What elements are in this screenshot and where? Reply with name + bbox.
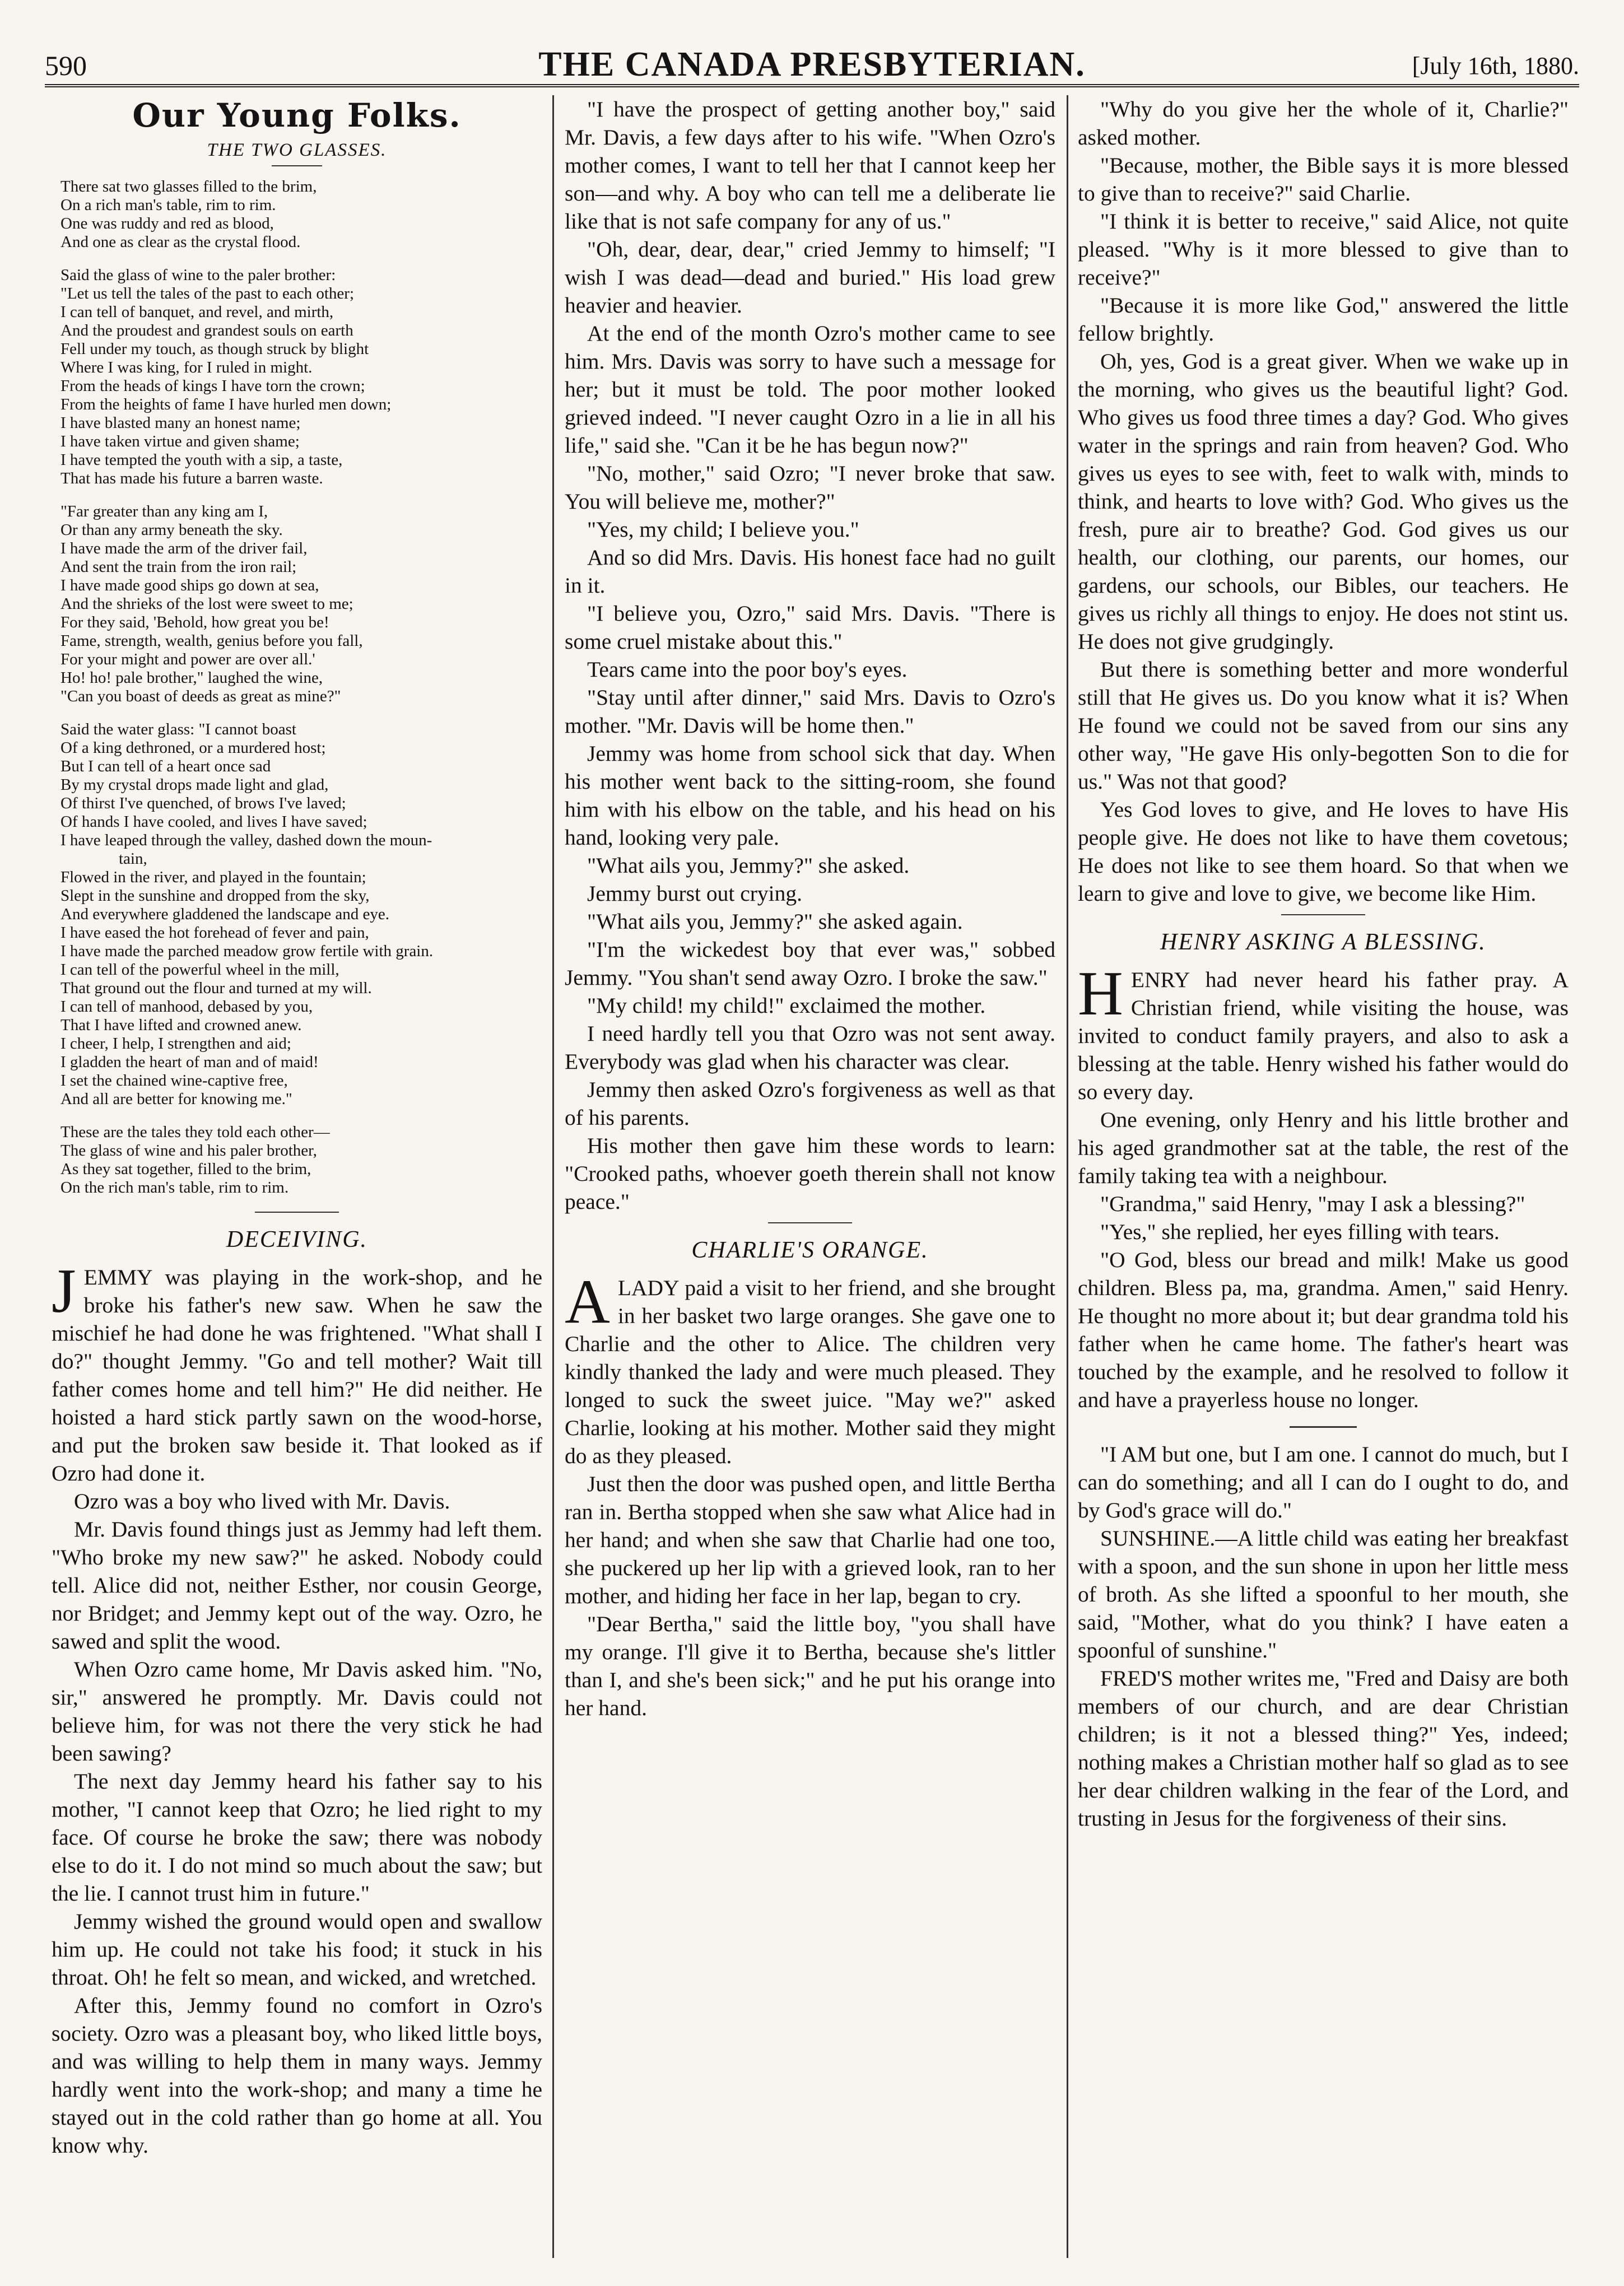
poem-line: I gladden the heart of man and of maid! xyxy=(61,1053,319,1071)
article-paragraph: "Dear Bertha," said the little boy, "you shall have my orange. I'll give it to Bertha, because she's littler than I, and she's been sick;" and he put his orange into her hand. xyxy=(565,1612,1055,1720)
column-rule xyxy=(1067,95,1068,2258)
poem-line: By my crystal drops made light and glad, xyxy=(61,776,329,794)
article-paragraph: "What ails you, Jemmy?" she asked. xyxy=(587,853,910,878)
poem-line: I have made the arm of the driver fail, xyxy=(61,539,308,557)
drop-cap: A xyxy=(565,1267,610,1337)
drop-cap: J xyxy=(52,1256,76,1326)
page-number: 590 xyxy=(45,50,87,81)
column-rule xyxy=(552,95,554,2258)
article-paragraph: "Why do you give her the whole of it, Charlie?" asked mother. xyxy=(1078,97,1569,150)
poem-line: I have blasted many an honest name; xyxy=(61,414,301,432)
article-paragraph: "O God, bless our bread and milk! Make us good children. Bless pa, ma, grandma. Amen," said Henry. He thought no more about it; but dear grandma told his father when he came home. The father's heart was touched by the example, and he resolved to follow it and have a prayerless house no longer. xyxy=(1078,1247,1569,1412)
poem-stanza xyxy=(52,720,542,1109)
poem-line: From the heads of kings I have torn the crown; xyxy=(61,377,365,395)
poem-line: These are the tales they told each other— xyxy=(61,1123,330,1141)
article-paragraph: Tears came into the poor boy's eyes. xyxy=(587,657,908,682)
article-paragraph: Jemmy burst out crying. xyxy=(587,881,802,906)
poem-line: On the rich man's table, rim to rim. xyxy=(61,1179,289,1196)
article-paragraph: "My child! my child!" exclaimed the mother. xyxy=(587,993,986,1018)
divider xyxy=(768,1222,852,1223)
poem-line: I set the chained wine-captive free, xyxy=(61,1072,288,1090)
poem-line: Said the water glass: "I cannot boast xyxy=(61,720,296,738)
poem-line: I can tell of the powerful wheel in the mill, xyxy=(61,961,339,979)
poem-line: That ground out the flour and turned at my will. xyxy=(61,979,372,997)
poem-line: Of a king dethroned, or a murdered host; xyxy=(61,739,326,757)
section-title: Our Young Folks. xyxy=(132,96,462,134)
masthead xyxy=(45,39,1579,90)
column-3 xyxy=(1078,95,1569,2258)
article-paragraph: When Ozro came home, Mr Davis asked him. "No, sir," answered he promptly. Mr. Davis could not believe him, for was not there the very stick he had been sawing? xyxy=(52,1657,542,1766)
poem-line: Ho! ho! pale brother," laughed the wine, xyxy=(61,669,323,687)
article-paragraph: "I believe you, Ozro," said Mrs. Davis. "There is some cruel mistake about this." xyxy=(565,601,1055,654)
article-paragraph: But there is something better and more wonderful still that He gives us. Do you know what it is? When He found we could not be saved from our sins any other way, "He gave His only-begotten Son to die for us." Was not that good? xyxy=(1078,657,1569,794)
article-paragraph: "I AM but one, but I am one. I cannot do much, but I can do something; and all I can do I ought to do, and by God's grace will do." xyxy=(1078,1442,1569,1523)
article-paragraph: "Yes, my child; I believe you." xyxy=(587,517,859,542)
poem-line: That I have lifted and crowned anew. xyxy=(61,1016,302,1034)
article-paragraph: "What ails you, Jemmy?" she asked again. xyxy=(587,909,963,934)
article-paragraph: "I have the prospect of getting another boy," said Mr. Davis, a few days after to his wife. "When Ozro's mother comes, I want to tell her that I cannot keep her son—and why. A boy who can tell me a deliberate lie like that is not safe company for any of us." xyxy=(565,97,1055,234)
article-paragraph: Ozro was a boy who lived with Mr. Davis. xyxy=(74,1489,450,1514)
article-paragraph: I need hardly tell you that Ozro was not sent away. Everybody was glad when his character was clear. xyxy=(565,1021,1055,1074)
article-title: HENRY ASKING A BLESSING. xyxy=(1160,929,1486,955)
column-2 xyxy=(565,95,1055,2258)
poem-stanza xyxy=(52,178,542,252)
article-paragraph: "Because it is more like God," answered the little fellow brightly. xyxy=(1078,293,1569,346)
article-paragraph: "I'm the wickedest boy that ever was," sobbed Jemmy. "You shan't send away Ozro. I broke the saw." xyxy=(565,937,1055,990)
poem-line: Where I was king, for I ruled in might. xyxy=(61,359,313,376)
newspaper-title: THE CANADA PRESBYTERIAN. xyxy=(538,45,1086,83)
poem-line: I have leaped through the valley, dashed down the moun- xyxy=(61,831,432,849)
divider xyxy=(1281,914,1365,915)
poem-line: I can tell of banquet, and revel, and mirth, xyxy=(61,303,334,321)
article-paragraph xyxy=(1078,959,1569,1106)
article-paragraph: "Grandma," said Henry, "may I ask a blessing?" xyxy=(1100,1191,1525,1216)
article-paragraph: Jemmy wished the ground would open and swallow him up. He could not take his food; it stuck in his throat. Oh! he felt so mean, and wicked, and wretched. xyxy=(52,1909,542,1990)
poem-line: Or than any army beneath the sky. xyxy=(61,521,283,539)
article-paragraph: And so did Mrs. Davis. His honest face had no guilt in it. xyxy=(565,545,1055,598)
poem-line: But I can tell of a heart once sad xyxy=(61,757,271,775)
article-paragraph: Oh, yes, God is a great giver. When we wake up in the morning, who gives us the beautiful light? God. Who gives us food three times a day? God. Who gives water in the springs and rain from heaven? God. Who gives us eyes to see with, feet to walk with, minds to think, and hearts to love with? God. Who gives us the fresh, pure air to breathe? God. God gives us our health, our clothing, our parents, our homes, our gardens, our schools, our Bibles, our teachers. He gives us richly all things to enjoy. He does not stint us. He does not give grudgingly. xyxy=(1078,349,1569,654)
article-paragraph: "Yes," she replied, her eyes filling with tears. xyxy=(1100,1219,1500,1244)
poem-line: I can tell of manhood, debased by you, xyxy=(61,998,313,1016)
article-paragraph: Mr. Davis found things just as Jemmy had left them. "Who broke my new saw?" he asked. Nobody could tell. Alice did not, neither Esther, nor cousin George, nor Bridget; and Jemmy kept out of the way. Ozro, he sawed and split the wood. xyxy=(52,1517,542,1654)
article-paragraph xyxy=(565,1267,1055,1470)
poem-stanza xyxy=(52,266,542,488)
poem-line: One was ruddy and red as blood, xyxy=(61,215,274,232)
article-paragraph: The next day Jemmy heard his father say to his mother, "I cannot keep that Ozro; he lied right to my face. Of course he broke the saw; there was nobody else to do it. I do not mind so much about the saw; but the lie. I cannot trust him in future." xyxy=(52,1769,542,1906)
poem-stanza xyxy=(52,1123,542,1197)
article-paragraph: After this, Jemmy found no comfort in Ozro's society. Ozro was a pleasant boy, who liked little boys, and was willing to help them in many ways. Jemmy hardly went into the work-shop; and many a time he stayed out in the cold rather than go home at all. You know why. xyxy=(52,1993,542,2158)
divider xyxy=(255,1212,339,1213)
poem-title: THE TWO GLASSES. xyxy=(207,140,387,160)
article-paragraph: SUNSHINE.—A little child was eating her breakfast with a spoon, and the sun shone in upon her little mess of broth. As she lifted a spoonful to her mouth, she said, "Mother, what do you think? I have eaten a spoonful of sunshine." xyxy=(1078,1526,1569,1663)
article-paragraph: At the end of the month Ozro's mother came to see him. Mrs. Davis was sorry to have such a message for her; but it must be told. The poor mother looked grieved indeed. "I never caught Ozro in a lie in all his life," said she. "Can it be he has begun now?" xyxy=(565,321,1055,458)
divider xyxy=(272,165,322,166)
article-paragraph: Just then the door was pushed open, and little Bertha ran in. Bertha stopped when she saw what Alice had in her hand; and when she saw that Charlie had one too, she puckered up her lip with a grieved look, ran to her mother, and hiding her face in her lap, began to cry. xyxy=(565,1472,1055,1608)
poem-line: "Far greater than any king am I, xyxy=(61,502,268,520)
poem-line: Flowed in the river, and played in the fountain; xyxy=(61,868,366,886)
article-paragraph: One evening, only Henry and his little brother and his aged grandmother sat at the table, the rest of the family taking tea with a neighbour. xyxy=(1078,1107,1569,1188)
poem-line: On a rich man's table, rim to rim. xyxy=(61,196,276,214)
poem-line: And the proudest and grandest souls on earth xyxy=(61,322,353,339)
poem-line: tain, xyxy=(119,850,147,868)
poem-line: I cheer, I help, I strengthen and aid; xyxy=(61,1035,291,1053)
poem-line: For your might and power are over all.' xyxy=(61,650,315,668)
article-title: DECEIVING. xyxy=(226,1227,368,1253)
poem xyxy=(52,178,542,1197)
poem-line: And all are better for knowing me." xyxy=(61,1090,292,1108)
poem-line: I have made good ships go down at sea, xyxy=(61,576,319,594)
paragraph-text: LADY paid a visit to her friend, and she brought in her basket two large oranges. She gave one to Charlie and the other to Alice. The children very kindly thanked the lady and were much pleased. They longed to suck the sweet juice. "May we?" asked Charlie, looking at his mother. Mother said they might do as they pleased. xyxy=(565,1275,1055,1468)
poem-line: Fell under my touch, as though struck by blight xyxy=(61,340,369,358)
poem-line: And everywhere gladdened the landscape and eye. xyxy=(61,905,389,923)
article-paragraph: His mother then gave him these words to learn: "Crooked paths, whoever goeth therein shall not know peace." xyxy=(565,1133,1055,1214)
poem-line: I have eased the hot forehead of fever and pain, xyxy=(61,924,369,942)
masthead-rule xyxy=(45,84,1579,87)
poem-line: "Can you boast of deeds as great as mine?" xyxy=(61,687,341,705)
poem-line: For they said, 'Behold, how great you be! xyxy=(61,613,329,631)
article-paragraph: Jemmy then asked Ozro's forgiveness as well as that of his parents. xyxy=(565,1077,1055,1130)
article-paragraph: "I think it is better to receive," said Alice, not quite pleased. "Why is it more blessed to give than to receive?" xyxy=(1078,209,1569,290)
divider xyxy=(1290,1426,1357,1428)
poem-line: As they sat together, filled to the brim, xyxy=(61,1160,311,1178)
poem-line: Of thirst I've quenched, of brows I've laved; xyxy=(61,794,346,812)
poem-line: I have taken virtue and given shame; xyxy=(61,432,300,450)
poem-stanza xyxy=(52,502,542,706)
poem-line: Of hands I have cooled, and lives I have saved; xyxy=(61,813,367,831)
paragraph-text: ENRY had never heard his father pray. A Christian friend, while visiting the house, was invited to conduct family prayers, and also to ask a blessing at the table. Henry wished his father would do so every day. xyxy=(1078,967,1569,1104)
article-paragraph: "Stay until after dinner," said Mrs. Davis to Ozro's mother. "Mr. Davis will be home then." xyxy=(565,685,1055,738)
article-title: CHARLIE'S ORANGE. xyxy=(691,1237,929,1263)
article-paragraph: FRED'S mother writes me, "Fred and Daisy are both members of our church, and are dear Christian children; is it not a blessed thing?" Yes, indeed; nothing makes a Christian mother half so glad as to see her dear children walking in the fear of the Lord, and trusting in Jesus for the forgiveness of their sins. xyxy=(1078,1666,1569,1831)
poem-line: There sat two glasses filled to the brim, xyxy=(61,178,317,195)
poem-line: "Let us tell the tales of the past to each other; xyxy=(61,285,354,302)
column-1 xyxy=(52,95,542,2258)
poem-line: Fame, strength, wealth, genius before you fall, xyxy=(61,632,363,650)
poem-line: Said the glass of wine to the paler brother: xyxy=(61,266,336,284)
poem-line: And the shrieks of the lost were sweet to me; xyxy=(61,595,353,613)
poem-line: I have tempted the youth with a sip, a taste, xyxy=(61,451,343,469)
poem-line: I have made the parched meadow grow fertile with grain. xyxy=(61,942,434,960)
article-paragraph: Jemmy was home from school sick that day. When his mother went back to the sitting-room, she found him with his elbow on the table, and his head on his hand, looking very pale. xyxy=(565,741,1055,850)
poem-line: And one as clear as the crystal flood. xyxy=(61,233,301,251)
poem-line: The glass of wine and his paler brother, xyxy=(61,1142,317,1160)
poem-line: And sent the train from the iron rail; xyxy=(61,558,297,576)
drop-cap: H xyxy=(1078,959,1123,1028)
poem-line: Slept in the sunshine and dropped from the sky, xyxy=(61,887,370,905)
poem-line: That has made his future a barren waste. xyxy=(61,469,323,487)
article-paragraph: "Because, mother, the Bible says it is more blessed to give than to receive?" said Charlie. xyxy=(1078,153,1569,206)
article-paragraph: "No, mother," said Ozro; "I never broke that saw. You will believe me, mother?" xyxy=(565,461,1055,514)
article-paragraph: "Oh, dear, dear, dear," cried Jemmy to himself; "I wish I was dead—dead and buried." His load grew heavier and heavier. xyxy=(565,237,1055,318)
article-paragraph xyxy=(52,1256,542,1487)
poem-line: From the heights of fame I have hurled men down; xyxy=(61,395,392,413)
issue-date: [July 16th, 1880. xyxy=(1412,52,1579,80)
article-paragraph: Yes God loves to give, and He loves to have His people give. He does not like to have them covetous; He does not like to see them hoard. So that when we learn to give and love to give, we become like Him. xyxy=(1078,797,1569,906)
paragraph-text: EMMY was playing in the work-shop, and he broke his father's new saw. When he saw the mischief he had done he was frightened. "What shall I do?" thought Jemmy. "Go and tell mother? Wait till father comes home and tell him?" He did neither. He hoisted a hard stick partly sawn on the wood-horse, and put the broken saw beside it. That looked as if Ozro had done it. xyxy=(52,1265,542,1486)
